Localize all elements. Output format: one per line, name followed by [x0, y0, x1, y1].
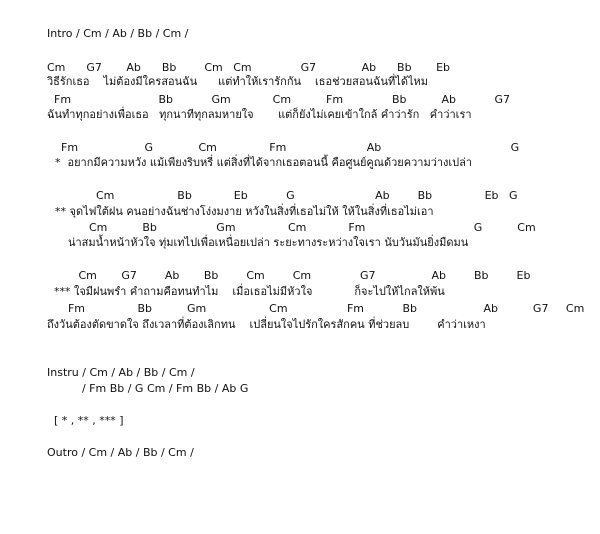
chorus1-chords: Fm G Cm Fm Ab G — [47, 141, 520, 154]
verse1-lyrics-1: วิธีรักเธอ ไม่ต้องมีใครสอนฉัน แต่ทำให้เรารักกัน เธอช่วยสอนฉันที่ได้ไหม — [47, 75, 428, 88]
verse1-lyrics-2: ฉันทำทุกอย่างเพื่อเธอ ทุกนาทีทุกลมหายใจ แต่ก็ยังไม่เคยเข้าใกล้ คำว่ารัก คำว่าเรา — [47, 108, 472, 121]
chorus1-lyrics: * อยากมีความหวัง แม้เพียงริบหรี่ แต่สิ่งที่ได้จากเธอตอนนี้ คือศูนย์คูณด้วยความว่างเปล่า — [55, 156, 473, 169]
verse1-chords-2: Fm Bb Gm Cm Fm Bb Ab G7 — [47, 93, 510, 106]
repeat-markers: [ * , ** , *** ] — [47, 414, 124, 427]
chorus3-chords-1: Cm G7 Ab Bb Cm Cm G7 Ab Bb Eb — [47, 269, 531, 282]
chorus3-lyrics-2: ถึงวันต้องตัดขาดใจ ถึงเวลาที่ต้องเลิกทน เปลี่ยนใจไปรักใครสักคน ที่ช่วยลบ คำว่าเหงา — [47, 318, 486, 331]
instru-line-2: / Fm Bb / G Cm / Fm Bb / Ab G — [47, 382, 249, 395]
chorus2-chords-2: Cm Bb Gm Cm Fm G Cm — [47, 221, 536, 234]
chorus2-lyrics-2: น่าสมน้ำหน้าหัวใจ ทุ่มเทไปเพื่อเหนื่อยเปล่า ระยะทางระหว่างใจเรา นับวันมันยิ่งมืดมน — [47, 236, 469, 249]
chorus3-lyrics-1: *** ใจมีฝนพรำ คำถามคือทนทำไม เมื่อเธอไม่มีหัวใจ ก็จะไปให้ไกลให้พ้น — [47, 285, 445, 298]
chorus2-chords-1: Cm Bb Eb G Ab Bb Eb G — [47, 189, 518, 202]
chorus3-chords-2: Fm Bb Gm Cm Fm Bb Ab G7 Cm — [47, 302, 585, 315]
outro-line: Outro / Cm / Ab / Bb / Cm / — [47, 446, 194, 459]
verse1-chords-1: Cm G7 Ab Bb Cm Cm G7 Ab Bb Eb — [47, 61, 450, 74]
chorus2-lyrics-1: ** จุดไฟใต้ฝน คนอย่างฉันช่างโง่งมงาย หวังในสิ่งที่เธอไม่ให้ ให้ในสิ่งที่เธอไม่เอา — [55, 205, 434, 218]
intro-line: Intro / Cm / Ab / Bb / Cm / — [47, 27, 189, 40]
instru-line-1: Instru / Cm / Ab / Bb / Cm / — [47, 366, 195, 379]
